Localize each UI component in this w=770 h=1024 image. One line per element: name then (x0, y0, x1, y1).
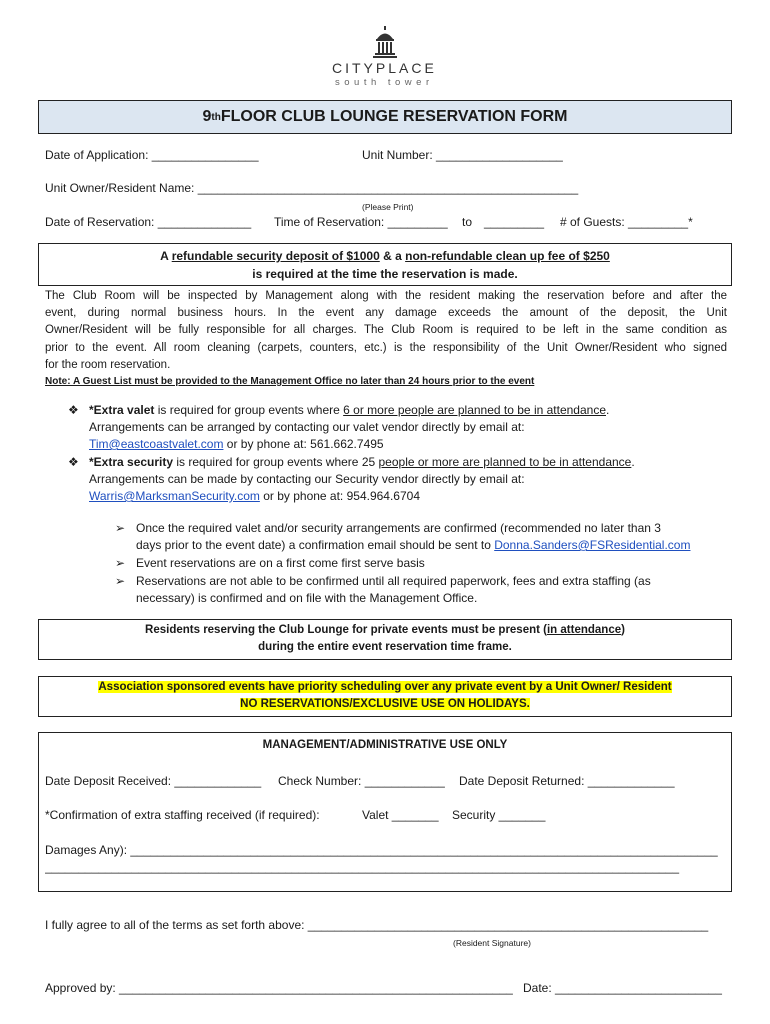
title-suffix: th (211, 111, 221, 123)
resident-signature-label: (Resident Signature) (453, 938, 531, 948)
check-number-field[interactable]: Check Number: ____________ (278, 774, 445, 788)
security-contact: Warris@MarksmanSecurity.com or by phone at: 954.964.6704 (89, 489, 421, 503)
guest-list-note: Note: A Guest List must be provided to the Management Office no later than 24 hours prior to the event (45, 376, 535, 387)
arrow-bullet-icon: ➢ (115, 556, 126, 570)
inspection-paragraph: The Club Room will be inspected by Management along with the resident making the reservation before and after the event, during normal business hours. In the event any damage exceeds the amount of the deposit, the Unit Owner/Resident will be fully responsible for all charges. The Club Room is required to be left in the same condition as prior to the event. All room cleaning (carpets, counters, etc.) is the responsibility of the Unit Owner/Resident who signed for the room reservation. (45, 290, 727, 371)
resident-signature-field[interactable]: I fully agree to all of the terms as set forth above: ____________________________________________________________ (45, 918, 709, 932)
deposit-line-1: A refundable security deposit of $1000 & a non-refundable clean up fee of $250 (160, 249, 610, 263)
diamond-bullet-icon: ❖ (68, 403, 79, 417)
form-title (38, 100, 732, 134)
security-requirement: *Extra security is required for group events where 25 people or more are planned to be in attendance. (89, 455, 635, 469)
valet-requirement: *Extra valet is required for group events where 6 or more people are planned to be in attendance. (89, 403, 610, 417)
deposit-notice-box (38, 243, 732, 286)
title-text: FLOOR CLUB LOUNGE RESERVATION FORM (220, 108, 568, 125)
association-priority-text: Association sponsored events have priority scheduling over any private event by a Unit Owner/ Resident (98, 681, 672, 693)
arrow-bullet-icon: ➢ (115, 574, 126, 588)
arrow-bullet-icon: ➢ (115, 521, 126, 535)
paperwork-text-1: Reservations are not able to be confirmed until all required paperwork, fees and extra staffing (as (136, 574, 651, 588)
private-events-box (38, 619, 732, 660)
approval-date-field[interactable]: Date: _________________________ (523, 981, 722, 995)
staffing-confirmation-label: *Confirmation of extra staffing received (if required): (45, 808, 320, 822)
confirmation-text-2: days prior to the event date) a confirmation email should be sent to Donna.Sanders@FSResidential.com (136, 538, 691, 552)
paperwork-text-2: necessary) is confirmed and on file with the Management Office. (136, 591, 478, 605)
donna-email-link[interactable]: Donna.Sanders@FSResidential.com (494, 538, 691, 552)
number-of-guests-field[interactable]: # of Guests: _________* (560, 215, 693, 229)
owner-name-field[interactable]: Unit Owner/Resident Name: _________________________________________________________ (45, 181, 579, 195)
security-email-link[interactable]: Warris@MarksmanSecurity.com (89, 489, 260, 503)
security-confirmation-field[interactable]: Security _______ (452, 808, 546, 822)
valet-arrangement-text: Arrangements can be arranged by contacting our valet vendor directly by email at: (89, 420, 525, 434)
approved-by-field[interactable]: Approved by: ___________________________________________________________ (45, 981, 513, 995)
valet-contact: Tim@eastcoastvalet.com or by phone at: 561.662.7495 (89, 437, 384, 451)
logo-name: CITYPLACE (332, 60, 437, 76)
date-of-reservation-field[interactable]: Date of Reservation: ______________ (45, 215, 252, 229)
confirmation-text-1: Once the required valet and/or security arrangements are confirmed (recommended no later than 3 (136, 521, 661, 535)
time-to-field[interactable]: _________ (484, 215, 545, 229)
damages-field-line-2[interactable]: _______________________________________________________________________________________________ (45, 860, 680, 874)
deposit-line-2: is required at the time the reservation is made. (252, 267, 518, 281)
valet-email-link[interactable]: Tim@eastcoastvalet.com (89, 437, 224, 451)
time-of-reservation-field[interactable]: Time of Reservation: _________ (274, 215, 448, 229)
damages-field[interactable]: Damages Any): ________________________________________________________________________________________ (45, 843, 718, 857)
first-come-text: Event reservations are on a first come first serve basis (136, 556, 425, 570)
date-deposit-returned-field[interactable]: Date Deposit Returned: _____________ (459, 774, 675, 788)
title-number: 9 (202, 108, 212, 125)
date-of-application-field[interactable]: Date of Application: ________________ (45, 148, 259, 162)
association-events-box (38, 676, 732, 717)
date-deposit-received-field[interactable]: Date Deposit Received: _____________ (45, 774, 262, 788)
no-holidays-text: NO RESERVATIONS/EXCLUSIVE USE ON HOLIDAYS. (240, 698, 530, 710)
security-arrangement-text: Arrangements can be made by contacting our Security vendor directly by email at: (89, 472, 525, 486)
logo-subtitle: south tower (335, 77, 434, 88)
building-dome-icon (372, 26, 398, 58)
diamond-bullet-icon: ❖ (68, 455, 79, 469)
management-heading: MANAGEMENT/ADMINISTRATIVE USE ONLY (262, 739, 508, 751)
to-label: to (462, 215, 473, 229)
please-print-label: (Please Print) (362, 202, 414, 212)
private-events-line-1: Residents reserving the Club Lounge for private events must be present (in attendance) (145, 624, 625, 636)
valet-confirmation-field[interactable]: Valet _______ (362, 808, 439, 822)
private-events-line-2: during the entire event reservation time frame. (258, 641, 512, 653)
unit-number-field[interactable]: Unit Number: ___________________ (362, 148, 563, 162)
